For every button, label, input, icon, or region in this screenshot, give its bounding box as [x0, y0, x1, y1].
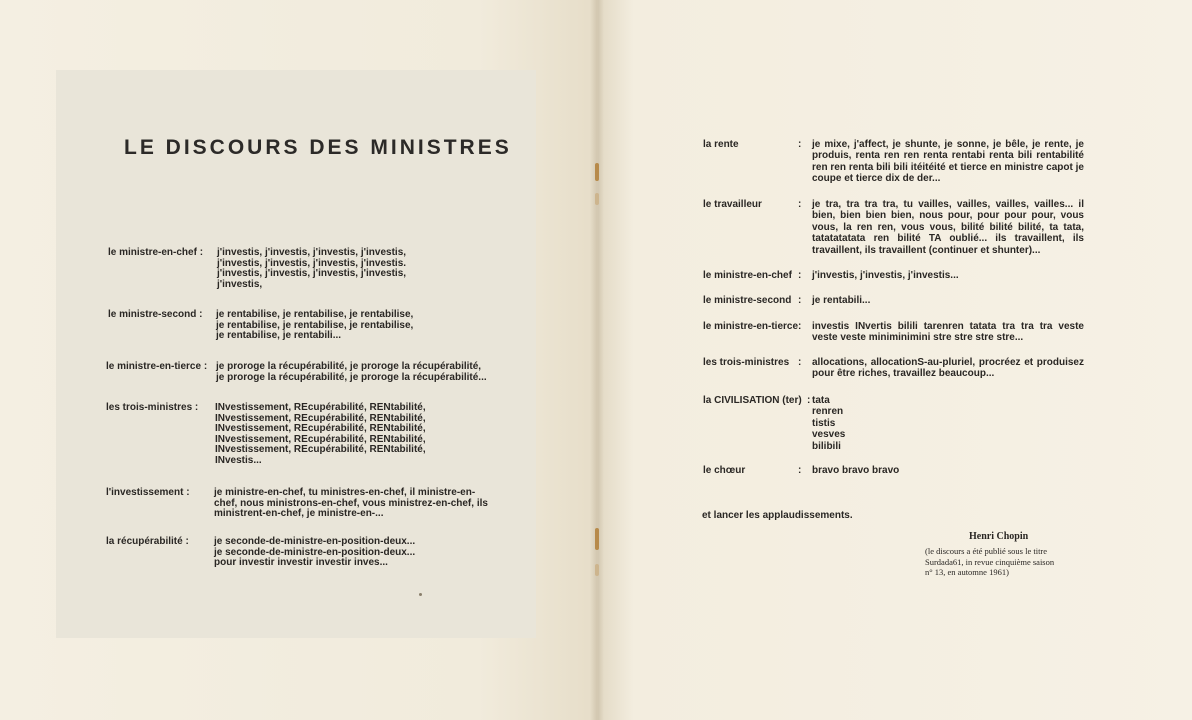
- speech-text: bravo bravo bravo: [812, 465, 900, 476]
- speaker-colon: :: [798, 139, 802, 150]
- speech-text: je tra, tra tra tra, tu vailles, vailles, vailles, vailles... il bien, bien bien bien, nous pour, pour pour pour, vous vous, la ren ren, vous vous, bilité bilité bilité, ta tata, tatatatatata ren bilité TA oublié... ils travaillent, ils travaillent, ils travaillent (continuer et shunter)...: [812, 199, 1084, 256]
- page-title: LE DISCOURS DES MINISTRES: [124, 136, 512, 159]
- ink-speck: [419, 593, 422, 596]
- speaker-label: le ministre-en-chef: [703, 270, 792, 281]
- speech-text: investis INvertis bilili tarenren tatata tra tra tra veste veste veste miniminimini stre stre stre stre...: [812, 321, 1084, 344]
- speech-text: je rentabili...: [812, 295, 871, 306]
- speaker-label: le ministre-en-tierce :: [106, 361, 208, 372]
- speaker-colon: :: [798, 270, 802, 281]
- speech-text: INvestissement, REcupérabilité, RENtabilité, INvestissement, REcupérabilité, RENtabilité, INvestissement, REcupérabilité, RENtabilité, INvestissement, REcupérabilité, RENtabilité, INvestissement, REcupérabilité, RENtabilité, INvestis...: [215, 402, 426, 466]
- publication-note: (le discours a été publié sous le titre Surdada61, in revue cinquième saison n° 13, en automne 1961): [925, 546, 1055, 578]
- speaker-label: l'investissement :: [106, 487, 190, 498]
- speaker-colon: :: [798, 357, 802, 368]
- closing-instruction: et lancer les applaudissements.: [702, 510, 853, 521]
- staple: [595, 564, 599, 576]
- book-gutter: [590, 0, 604, 720]
- author-name: Henri Chopin: [969, 531, 1029, 542]
- staple: [595, 193, 599, 205]
- speaker-label: le ministre-en-tierce: [703, 321, 799, 332]
- speaker-colon: :: [798, 295, 802, 306]
- staple: [595, 528, 599, 550]
- speaker-label: les trois-ministres: [703, 357, 790, 368]
- speaker-label: le chœur: [703, 465, 746, 476]
- speaker-label: les trois-ministres :: [106, 402, 199, 413]
- speaker-label: le ministre-second: [703, 295, 792, 306]
- text-panel: [56, 70, 536, 638]
- speaker-colon: :: [798, 465, 802, 476]
- speaker-label: la CIVILISATION (ter): [703, 395, 802, 406]
- right-page: [598, 0, 1192, 720]
- speaker-label: le ministre-en-chef :: [108, 247, 204, 258]
- speech-text: j'investis, j'investis, j'investis, j'investis, j'investis, j'investis, j'investis, j'investis. j'investis, j'investis, j'investis, j'investis, j'investis,: [217, 247, 407, 290]
- speech-text: tata renren tistis vesves bilibili: [812, 395, 846, 452]
- speech-text: je mixe, j'affect, je shunte, je sonne, je bêle, je rente, je produis, renta ren ren renta rentabi renta bili rentabilité ren ren renta bili bili itéitéité et tierce en ministre capot je coupe et tierce dix de der...: [812, 139, 1084, 185]
- speaker-colon: :: [798, 321, 802, 332]
- speaker-label: le travailleur: [703, 199, 762, 210]
- speaker-colon: :: [807, 395, 811, 406]
- speech-text: j'investis, j'investis, j'investis...: [812, 270, 959, 281]
- speaker-colon: :: [798, 199, 802, 210]
- speech-text: je ministre-en-chef, tu ministres-en-chef, il ministre-en- chef, nous ministrons-en-chef, vous ministrez-en-chef, ils ministrent-en-chef, je ministre-en-...: [214, 487, 488, 520]
- speech-text: je proroge la récupérabilité, je proroge la récupérabilité, je proroge la récupérabilité, je proroge la récupérabilité...: [216, 361, 487, 383]
- speaker-label: la récupérabilité :: [106, 536, 189, 547]
- speaker-label: la rente: [703, 139, 739, 150]
- staple: [595, 163, 599, 181]
- speech-text: je rentabilise, je rentabilise, je rentabilise, je rentabilise, je rentabilise, je rentabilise, je rentabilise, je rentabili...: [216, 309, 414, 342]
- speech-text: je seconde-de-ministre-en-position-deux... je seconde-de-ministre-en-position-deux... pour investir investir investir inves...: [214, 536, 416, 569]
- speech-text: allocations, allocationS-au-pluriel, procréez et produisez pour être riches, travaillez beaucoup...: [812, 357, 1084, 380]
- speaker-label: le ministre-second :: [108, 309, 203, 320]
